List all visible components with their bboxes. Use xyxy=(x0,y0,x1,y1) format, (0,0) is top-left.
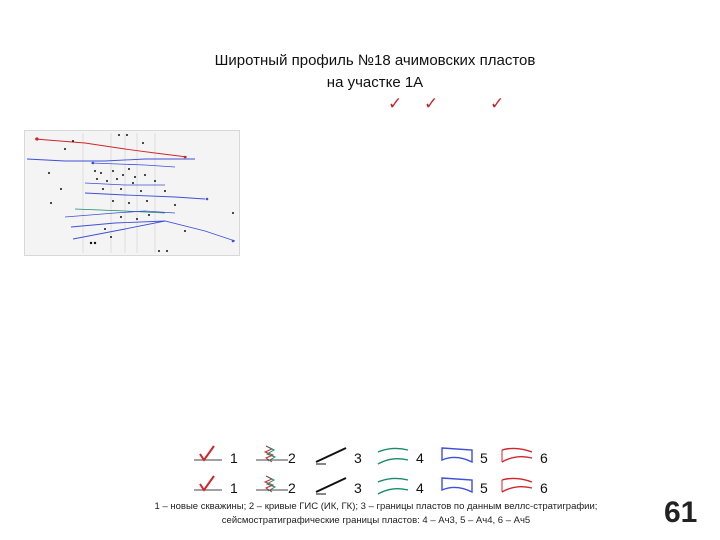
legend-label: 6 xyxy=(540,450,548,466)
check-icon: ✓ xyxy=(490,94,505,113)
seismic-boundary-icon xyxy=(440,474,476,500)
profile-section-drawing xyxy=(25,131,239,255)
legend-label: 2 xyxy=(288,480,296,496)
title-line-2: на участке 1А xyxy=(326,74,424,91)
caption-line-2: сейсмостратиграфические границы пластов: 4 – Ач3, 5 – Ач4, 6 – Ач5 xyxy=(221,515,531,526)
legend-label: 5 xyxy=(480,450,488,466)
caption-line-1: 1 – новые скважины; 2 – кривые ГИС (ИК, ГК); 3 – границы пластов по данным веллс-стратиграфии; xyxy=(154,501,598,512)
check-icon xyxy=(190,444,226,470)
legend-label: 1 xyxy=(230,450,238,466)
legend-item xyxy=(500,474,570,500)
check-icon: ✓ xyxy=(388,94,403,113)
slide-title xyxy=(120,50,630,94)
legend-item xyxy=(190,444,260,470)
legend-item xyxy=(376,474,446,500)
log-curves-icon xyxy=(254,474,290,500)
legend-row xyxy=(190,444,570,470)
seismic-boundary-icon xyxy=(500,444,536,470)
legend-label: 5 xyxy=(480,480,488,496)
well-boundary-icon xyxy=(314,444,350,470)
legend-item xyxy=(376,444,446,470)
seismic-boundary-icon xyxy=(500,474,536,500)
legend-item xyxy=(314,444,384,470)
legend-item xyxy=(190,474,260,500)
log-curves-icon xyxy=(254,444,290,470)
page-number: 61 xyxy=(664,496,698,529)
legend-label: 3 xyxy=(354,480,362,496)
seismic-boundary-icon xyxy=(376,444,412,470)
legend-label: 6 xyxy=(540,480,548,496)
legend-label: 2 xyxy=(288,450,296,466)
legend-item xyxy=(500,444,570,470)
legend-label: 1 xyxy=(230,480,238,496)
seismic-boundary-icon xyxy=(376,474,412,500)
check-icon xyxy=(190,474,226,500)
well-boundary-icon xyxy=(314,474,350,500)
legend-caption xyxy=(96,500,656,528)
check-icon: ✓ xyxy=(424,94,439,113)
legend-item xyxy=(314,474,384,500)
profile-section-image xyxy=(24,130,240,256)
legend-label: 4 xyxy=(416,450,424,466)
legend-label: 4 xyxy=(416,480,424,496)
legend-row xyxy=(190,474,570,500)
seismic-boundary-icon xyxy=(440,444,476,470)
title-line-1: Широтный профиль №18 ачимовских пластов xyxy=(214,52,536,69)
legend-label: 3 xyxy=(354,450,362,466)
